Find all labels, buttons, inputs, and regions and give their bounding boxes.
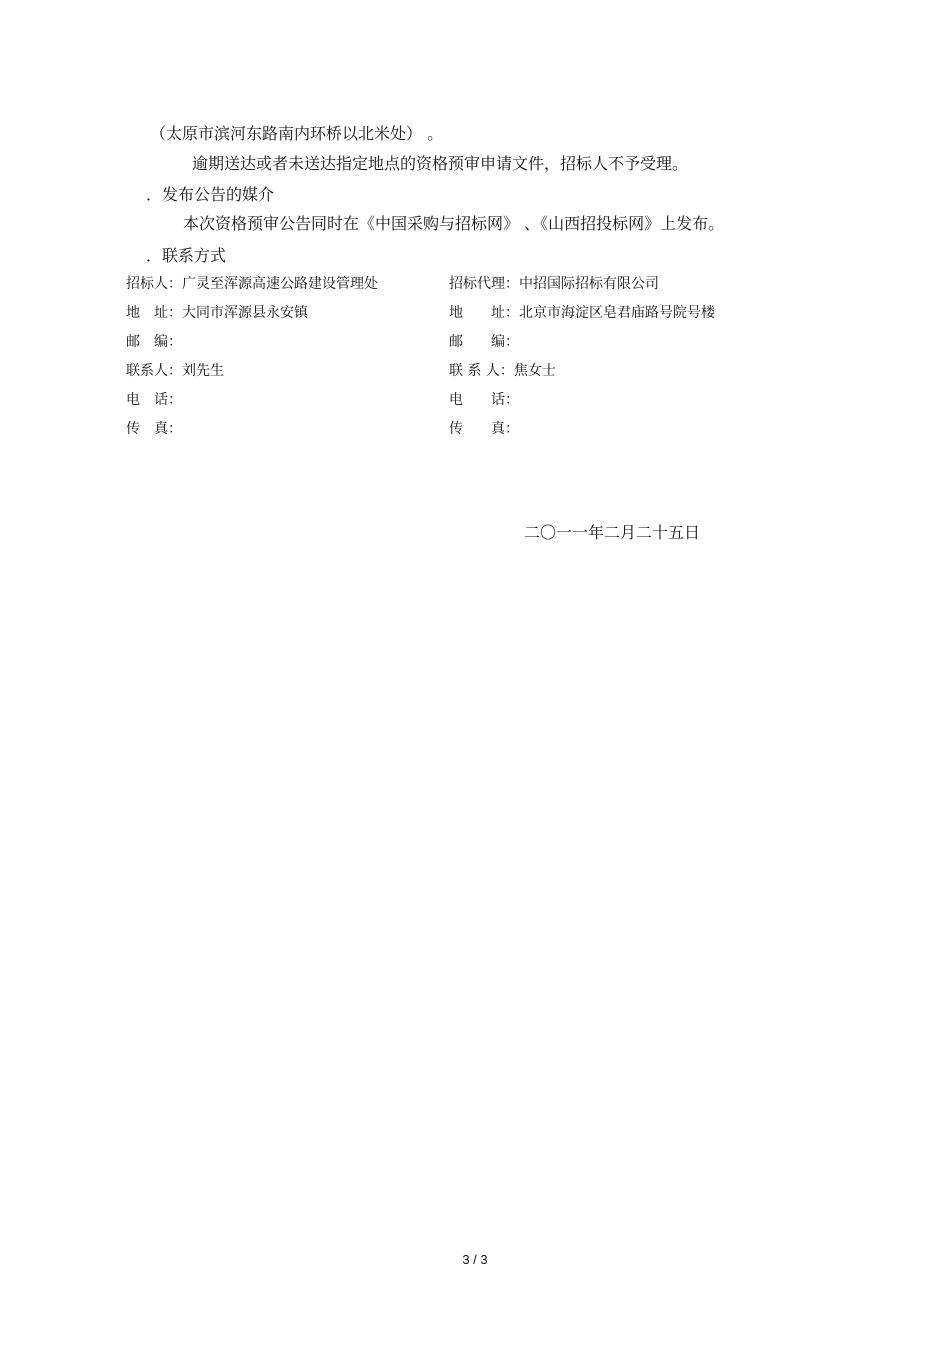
tenderer-address-line: 地 址：大同市浑源县永安镇 — [126, 305, 308, 321]
document-date: 二〇一一年二月二十五日 — [524, 523, 701, 542]
agent-address-line: 地 址：北京市海淀区皂君庙路号院号楼 — [449, 305, 715, 321]
tenderer-fax-line: 传 真： — [126, 421, 182, 437]
agent-line: 招标代理：中招国际招标有限公司 — [449, 276, 659, 292]
section-media-heading: ．发布公告的媒介 — [146, 185, 275, 204]
tenderer-contact-line: 联系人：刘先生 — [126, 363, 224, 379]
media-paragraph: 本次资格预审公告同时在《中国采购与招标网》 、《山西招投标网》上发布。 — [183, 214, 725, 233]
section-contact-heading: ．联系方式 — [146, 246, 227, 265]
tenderer-line: 招标人：广灵至浑源高速公路建设管理处 — [126, 276, 378, 292]
agent-postcode-line: 邮 编： — [449, 334, 519, 350]
agent-contact-line: 联 系 人：焦女士 — [449, 363, 556, 379]
address-note: （太原市滨河东路南内环桥以北米处） 。 — [150, 124, 444, 143]
agent-phone-line: 电 话： — [449, 392, 519, 408]
tenderer-phone-line: 电 话： — [126, 392, 182, 408]
page-number: 3 / 3 — [462, 1252, 488, 1267]
late-submission-paragraph: 逾期送达或者未送达指定地点的资格预审申请文件，招标人不予受理。 — [192, 154, 689, 173]
agent-fax-line: 传 真： — [449, 421, 519, 437]
tenderer-postcode-line: 邮 编： — [126, 334, 182, 350]
